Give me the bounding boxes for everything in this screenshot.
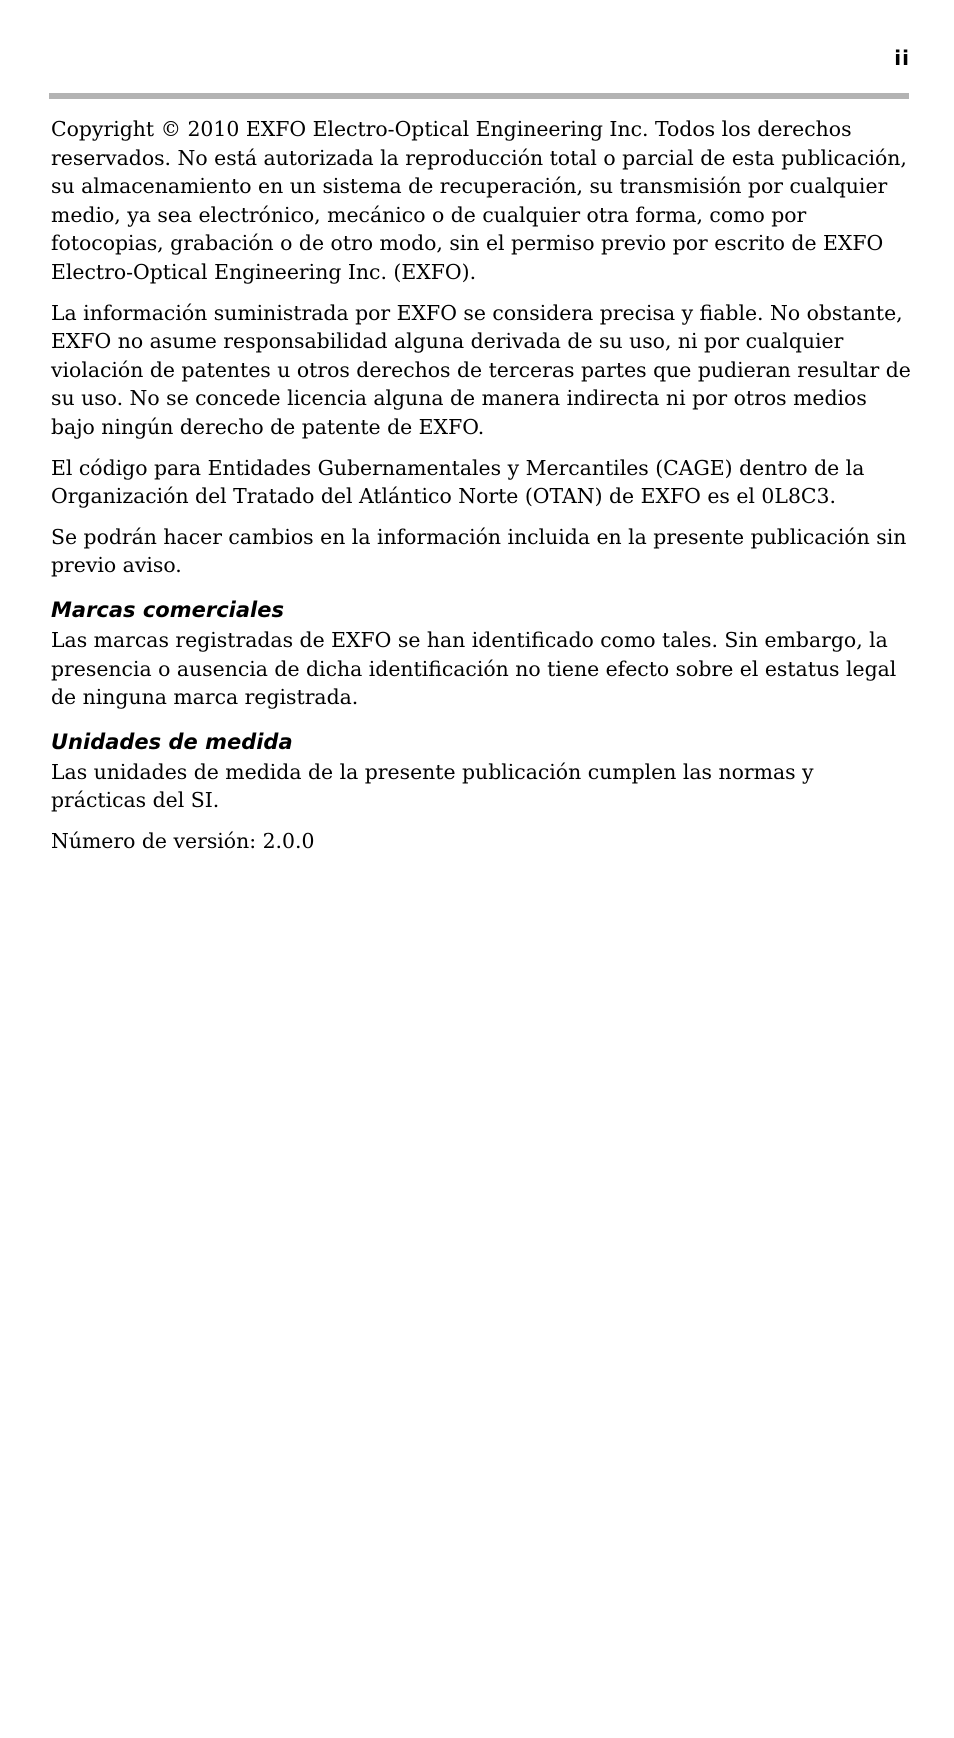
- changes-paragraph: Se podrán hacer cambios en la información incluida en la presente publicación sin previo aviso.: [51, 524, 907, 578]
- page-content: [51, 115, 913, 867]
- copyright-paragraph: Copyright © 2010 EXFO Electro-Optical Engineering Inc. Todos los derechos reservados. No está autorizada la reproducción total o parcial de esta publicación, su almacenamiento en un sistema de recuperación, su transmisión por cualquier medio, ya sea electrónico, mecánico o de cualquier otra forma, como por fotocopias, grabación o de otro modo, sin el permiso previo por escrito de EXFO Electro-Optical Engineering Inc. (EXFO).: [51, 117, 907, 284]
- units-paragraph: Las unidades de medida de la presente publicación cumplen las normas y prácticas del SI.: [51, 759, 814, 813]
- header-rule: [49, 93, 909, 99]
- units-heading: Unidades de medida: [51, 729, 293, 754]
- trademarks-paragraph: Las marcas registradas de EXFO se han identificado como tales. Sin embargo, la presencia o ausencia de dicha identificación no tiene efecto sobre el estatus legal de ninguna marca registrada.: [51, 627, 897, 710]
- version-number: Número de versión: 2.0.0: [51, 828, 315, 853]
- page-number: ii: [894, 46, 910, 70]
- trademarks-heading: Marcas comerciales: [51, 597, 284, 622]
- cage-code-paragraph: El código para Entidades Gubernamentales y Mercantiles (CAGE) dentro de la Organización del Tratado del Atlántico Norte (OTAN) de EXFO es el 0L8C3.: [51, 455, 865, 509]
- information-paragraph: La información suministrada por EXFO se considera precisa y fiable. No obstante, EXFO no asume responsabilidad alguna derivada de su uso, ni por cualquier violación de patentes u otros derechos de terceras partes que pudieran resultar de su uso. No se concede licencia alguna de manera indirecta ni por otros medios bajo ningún derecho de patente de EXFO.: [51, 300, 911, 439]
